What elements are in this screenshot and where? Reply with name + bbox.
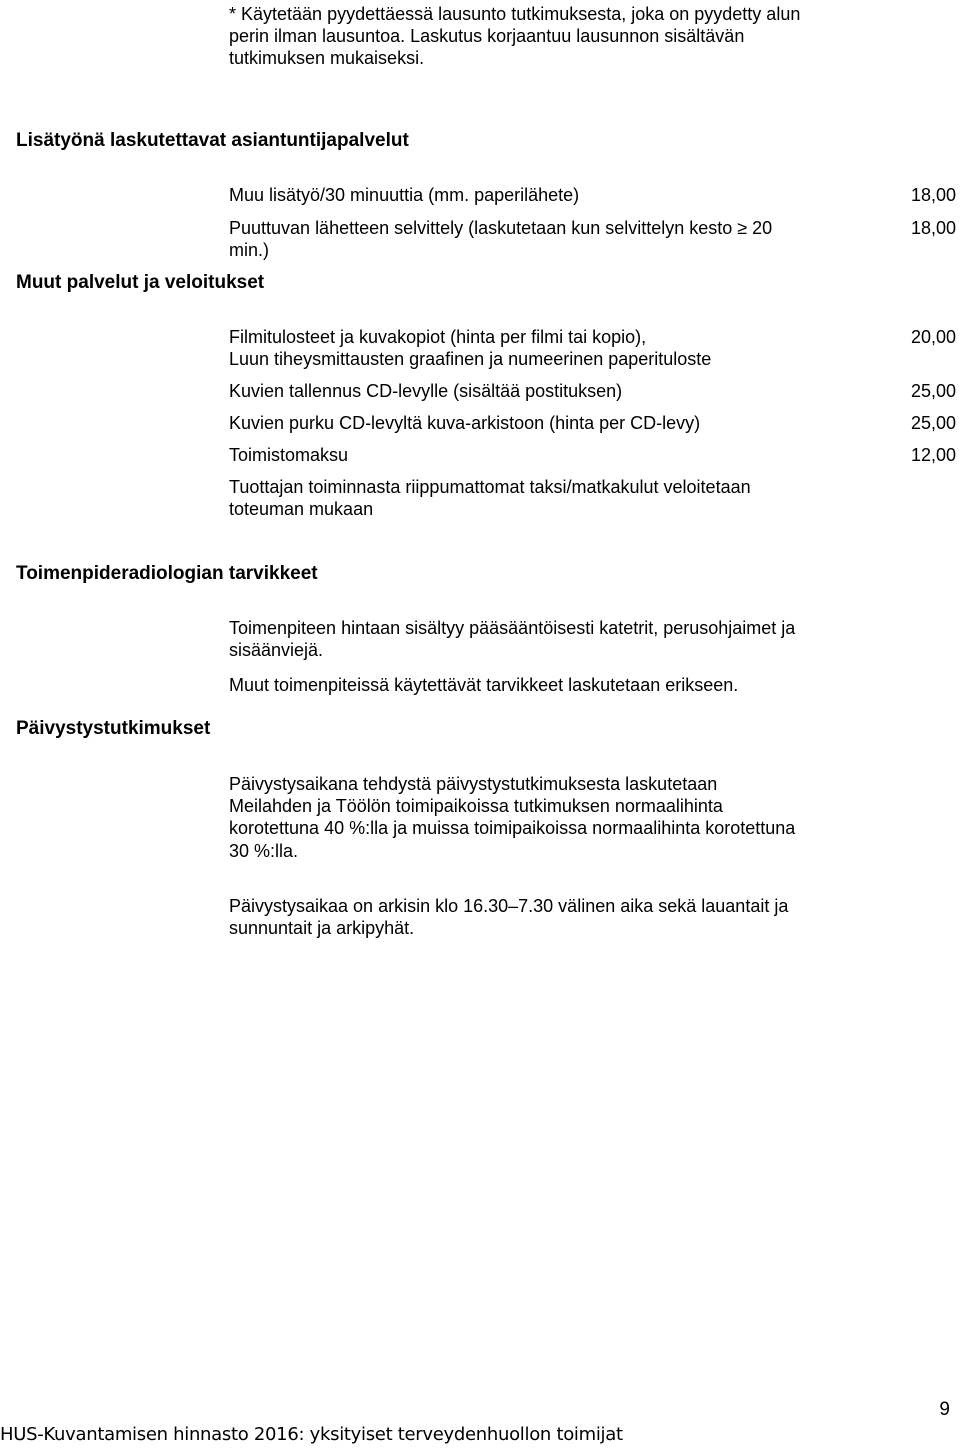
service-price: 18,00 [910,218,956,238]
service-line: Muu lisätyö/30 minuuttia (mm. paperilähete) [229,185,580,205]
paivystys-line: 30 %:lla. [229,841,299,861]
service-line: Filmitulosteet ja kuvakopiot (hinta per filmi tai kopio), [229,327,647,347]
service-price: 20,00 [910,327,956,347]
service-line: toteuman mukaan [229,499,374,519]
toimenpide-line: Toimenpiteen hintaan sisältyy pääsääntöisesti katetrit, perusohjaimet ja [229,618,796,638]
service-price: 18,00 [910,185,956,205]
service-line: Luun tiheysmittausten graafinen ja numeerinen paperituloste [229,349,712,369]
toimenpide-line: sisäänviejä. [229,640,324,660]
service-line: Puuttuvan lähetteen selvittely (laskutetaan kun selvittelyn kesto ≥ 20 [229,218,773,238]
note-line-3: tutkimuksen mukaiseksi. [229,48,425,68]
service-price: 25,00 [910,381,956,401]
page-number: 9 [939,1399,950,1420]
service-line: Kuvien purku CD-levyltä kuva-arkistoon (hinta per CD-levy) [229,413,701,433]
paivystys-line: Meilahden ja Töölön toimipaikoissa tutkimuksen normaalihinta [229,796,723,816]
service-price: 12,00 [910,445,956,465]
footer-text: HUS-Kuvantamisen hinnasto 2016: yksityiset terveydenhuollon toimijat [0,1424,623,1445]
service-line: Kuvien tallennus CD-levylle (sisältää postituksen) [229,381,623,401]
toimenpide-line: Muut toimenpiteissä käytettävät tarvikkeet laskutetaan erikseen. [229,675,739,695]
service-line: min.) [229,240,269,260]
paivystys-line: Päivystysaikaa on arkisin klo 16.30–7.30 välinen aika sekä lauantait ja [229,896,789,916]
paivystys-line: sunnuntait ja arkipyhät. [229,918,415,938]
heading-toimenpide: Toimenpideradiologian tarvikkeet [16,563,318,584]
service-line: Toimistomaksu [229,445,349,465]
heading-paivystys: Päivystystutkimukset [16,718,211,739]
heading-muut-palvelut: Muut palvelut ja veloitukset [16,272,265,293]
paivystys-line: korotettuna 40 %:lla ja muissa toimipaikoissa normaalihinta korotettuna [229,818,796,838]
service-line: Tuottajan toiminnasta riippumattomat taksi/matkakulut veloitetaan [229,477,751,497]
note-line-1: * Käytetään pyydettäessä lausunto tutkimuksesta, joka on pyydetty alun [229,4,801,24]
heading-lisatyo: Lisätyönä laskutettavat asiantuntijapalvelut [16,130,409,151]
note-line-2: perin ilman lausuntoa. Laskutus korjaantuu lausunnon sisältävän [229,26,745,46]
service-price: 25,00 [910,413,956,433]
paivystys-line: Päivystysaikana tehdystä päivystystutkimuksesta laskutetaan [229,774,718,794]
